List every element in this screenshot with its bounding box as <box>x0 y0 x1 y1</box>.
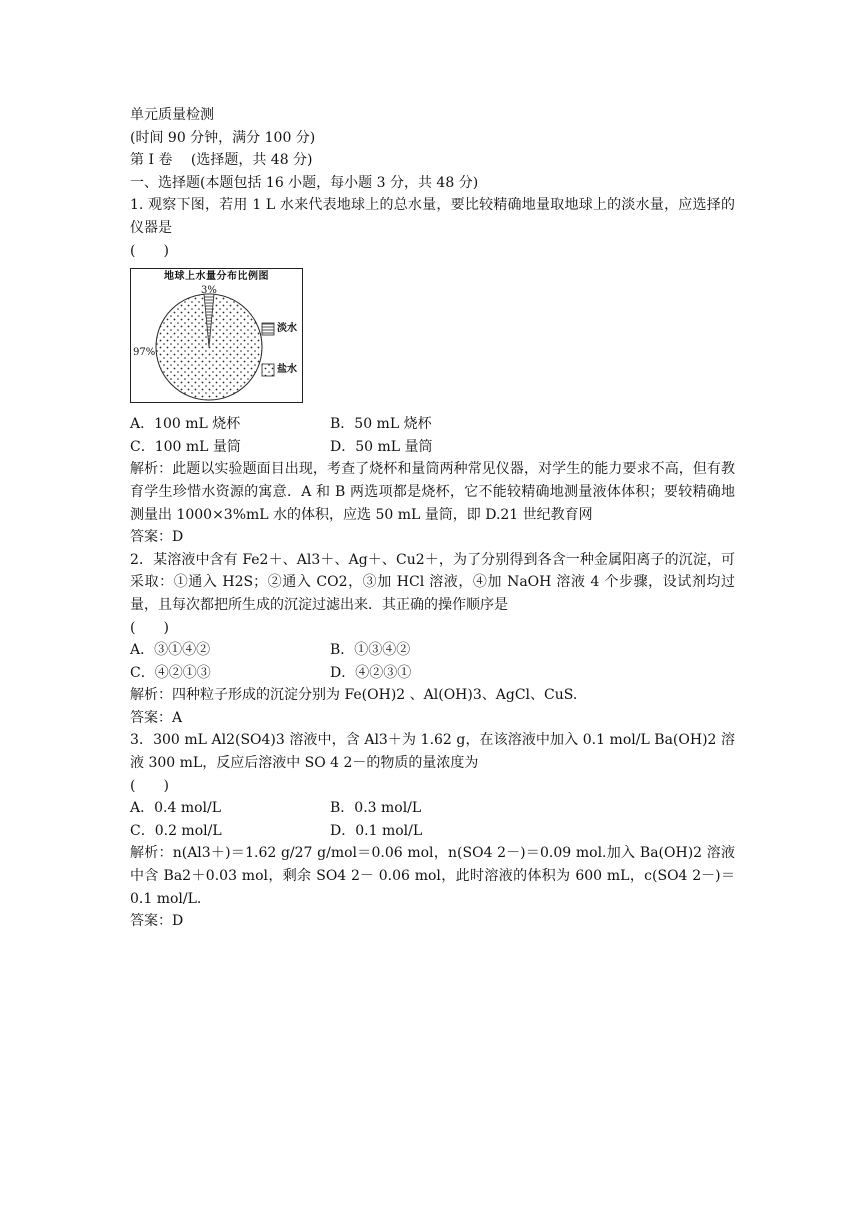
q2-option-c: C．④②①③ <box>130 664 211 681</box>
q3-options-row-1 <box>130 797 735 820</box>
section-heading: 一、选择题(本题包括 16 小题，每小题 3 分，共 48 分) <box>130 174 479 191</box>
document-page <box>130 104 735 933</box>
q2-option-b: B．①③④② <box>330 642 411 659</box>
q1-option-c: C．100 mL 量筒 <box>130 438 241 455</box>
q2-answer: 答案：A <box>130 709 183 726</box>
q3-option-d: D．0.1 mol/L <box>330 822 423 839</box>
pie-chart-svg <box>131 269 304 404</box>
q2-options-row-2 <box>130 662 735 685</box>
page-title: 单元质量检测 <box>130 107 214 123</box>
q3-stem: 3．300 mL Al2(SO4)3 溶液中，含 Al3＋为 1.62 g，在该溶液中加入 0.1 mol/L Ba(OH)2 溶液 300 mL，反应后溶液中 SO 4 2－的物质的量浓度为 <box>130 732 735 772</box>
q2-stem: 2．某溶液中含有 Fe2＋、Al3＋、Ag＋、Cu2＋，为了分别得到各含一种金属阳离子的沉淀，可采取：①通入 H2S；②通入 CO2，③加 HCl 溶液，④加 NaOH 溶液 4 个步骤，设试剂均过量，且每次都把所生成的沉淀过滤出来．其正确的操作顺序是 <box>130 551 735 613</box>
exam-meta: (时间 90 分钟，满分 100 分) <box>130 129 316 146</box>
legend-fresh-swatch <box>262 323 274 335</box>
legend-salt-label: 盐水 <box>277 364 297 376</box>
salt-pct-label: 97% <box>133 347 156 359</box>
q1-option-b: B．50 mL 烧杯 <box>330 416 432 433</box>
legend-fresh-label: 淡水 <box>277 323 297 335</box>
q2-option-a: A．③①④② <box>130 642 211 659</box>
part-heading: 第 I 卷 (选择题，共 48 分) <box>130 152 313 169</box>
q3-answer-paren: ( ) <box>130 777 169 794</box>
q3-option-c: C．0.2 mol/L <box>130 822 222 839</box>
q1-options-row-2 <box>130 436 735 459</box>
q1-answer: 答案：D <box>130 529 184 546</box>
q3-analysis: 解析：n(Al3＋)＝1.62 g/27 g/mol＝0.06 mol，n(SO4 2－)＝0.09 mol.加入 Ba(OH)2 溶液中含 Ba2＋0.03 mol，剩余 SO4 2－ 0.06 mol，此时溶液的体积为 600 mL，c(SO4 2－)＝0.1 mol/L. <box>130 845 735 907</box>
q1-stem: 1. 观察下图，若用 1 L 水来代表地球上的总水量，要比较精确地量取地球上的淡水量，应选择的仪器是 <box>130 197 735 236</box>
q2-options-row-1 <box>130 639 735 662</box>
fresh-pct-label: 3% <box>201 285 217 297</box>
q3-option-b: B．0.3 mol/L <box>330 800 422 817</box>
legend-salt-swatch <box>262 364 274 376</box>
q3-option-a: A．0.4 mol/L <box>130 800 222 817</box>
q1-analysis: 解析：此题以实验题面目出现，考查了烧杯和量筒两种常见仪器，对学生的能力要求不高，但有教育学生珍惜水资源的寓意．A 和 B 两选项都是烧杯，它不能较精确地测量液体体积；要较精确地测量出 1000×3%mL 水的体积，应选 50 mL 量筒，即 D.21 世纪教育网 <box>130 461 735 523</box>
water-distribution-figure <box>130 268 303 403</box>
q3-options-row-2 <box>130 820 735 843</box>
q2-answer-paren: ( ) <box>130 619 169 636</box>
q2-analysis: 解析：四种粒子形成的沉淀分别为 Fe(OH)2 、Al(OH)3、AgCl、CuS. <box>130 687 578 704</box>
q3-answer: 答案：D <box>130 913 184 930</box>
q1-answer-paren: ( ) <box>130 242 169 259</box>
q2-option-d: D．④②③① <box>330 664 412 681</box>
q1-option-d: D．50 mL 量筒 <box>330 438 433 455</box>
q1-options-row-1 <box>130 413 735 436</box>
q1-option-a: A．100 mL 烧杯 <box>130 416 241 433</box>
figure-title: 地球上水量分布比例图 <box>164 271 269 283</box>
